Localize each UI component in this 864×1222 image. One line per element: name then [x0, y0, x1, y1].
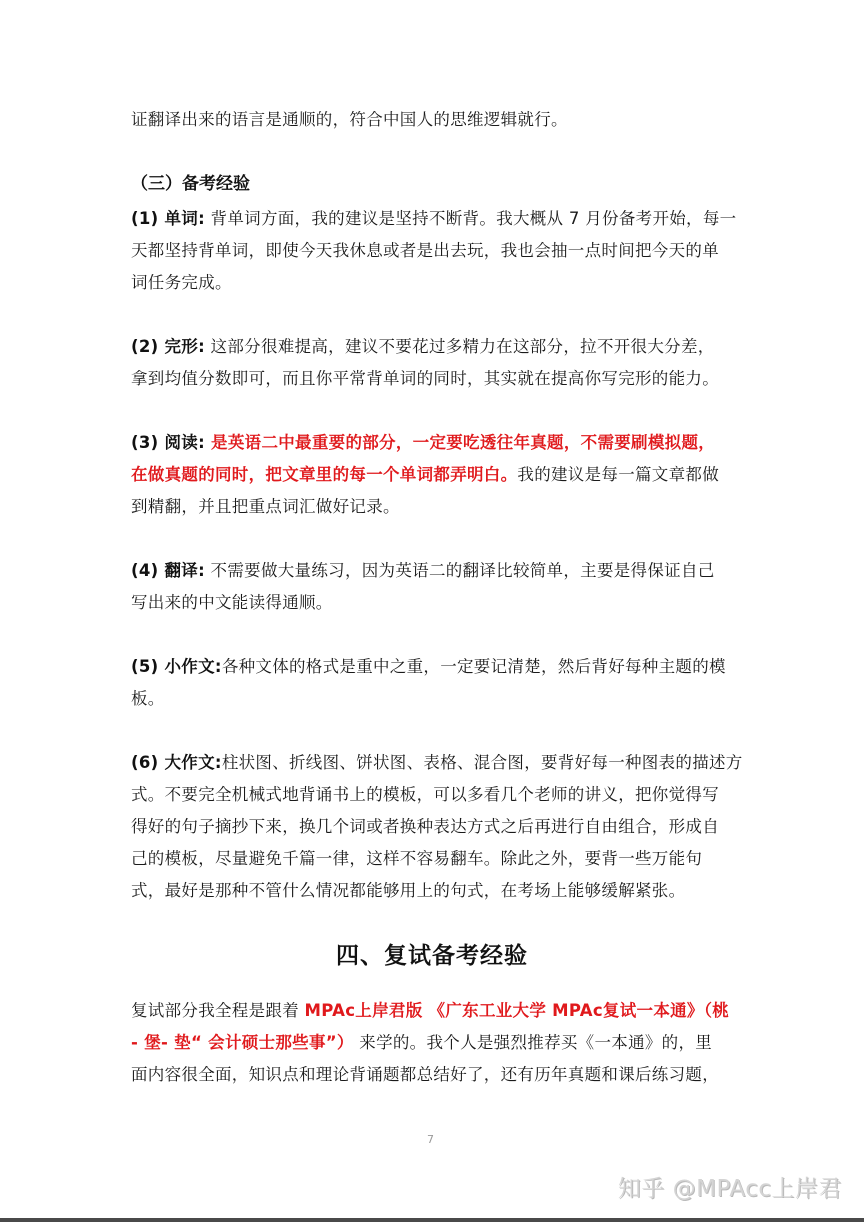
- item-cloze-label: (2) 完形:: [131, 337, 206, 356]
- item-translation-line-1: (4) 翻译: 不需要做大量练习，因为英语二的翻译比较简单，主要是得保证自己: [131, 561, 715, 580]
- section-four-line-2: - 堡- 垫“ 会计硕士那些事”） 来学的。我个人是强烈推荐买《一本通》的，里: [131, 1033, 713, 1052]
- item-translation-label: (4) 翻译:: [131, 561, 206, 580]
- item-cloze-line-2: 拿到均值分数即可，而且你平常背单词的同时，其实就在提高你写完形的能力。: [131, 369, 719, 388]
- item-vocabulary-line-2: 天都坚持背单词，即使今天我休息或者是出去玩，我也会抽一点时间把今天的单: [131, 241, 719, 260]
- section-three-heading: （三）备考经验: [131, 174, 250, 194]
- item-long-essay-line-2: 式。不要完全机械式地背诵书上的模板，可以多看几个老师的讲义，把你觉得写: [131, 785, 719, 804]
- item-long-essay-line-3: 得好的句子摘抄下来，换几个词或者换种表达方式之后再进行自由组合，形成自: [131, 817, 719, 836]
- book-source-highlight: - 堡- 垫“ 会计硕士那些事”）: [131, 1033, 354, 1052]
- reading-highlight-cont: 在做真题的同时，把文章里的每一个单词都弄明白。: [131, 465, 518, 484]
- section-four-heading: 四、复试备考经验: [336, 943, 528, 969]
- item-long-essay-line-4: 己的模板，尽量避免千篇一律，这样不容易翻车。除此之外，要背一些万能句: [131, 849, 703, 868]
- item-cloze-line-1: (2) 完形: 这部分很难提高，建议不要花过多精力在这部分，拉不开很大分差，: [131, 337, 715, 356]
- item-vocabulary-line-1: (1) 单词: 背单词方面，我的建议是坚持不断背。我大概从 7 月份备考开始，每一: [131, 209, 737, 228]
- bottom-border: [0, 1218, 864, 1222]
- book-title-highlight: MPAc上岸君版 《广东工业大学 MPAc复试一本通》（桃: [304, 1001, 730, 1020]
- item-vocabulary-line-3: 词任务完成。: [131, 273, 232, 292]
- zhihu-watermark: 知乎 @MPAcc上岸君: [617, 1176, 842, 1202]
- item-reading-line-1: [131, 427, 737, 459]
- section-four-line-1: 复试部分我全程是跟着 MPAc上岸君版 《广东工业大学 MPAc复试一本通》（桃: [131, 1001, 730, 1020]
- item-long-essay-label: (6) 大作文:: [131, 753, 222, 772]
- item-long-essay-line-1: (6) 大作文:柱状图、折线图、饼状图、表格、混合图，要背好每一种图表的描述方: [131, 753, 743, 772]
- item-vocabulary-label: (1) 单词:: [131, 209, 206, 228]
- item-reading-label: (3) 阅读:: [131, 433, 206, 452]
- item-short-essay-line-2: 板。: [131, 689, 165, 708]
- item-short-essay-label: (5) 小作文:: [131, 657, 222, 676]
- item-short-essay-line-1: (5) 小作文:各种文体的格式是重中之重，一定要记清楚，然后背好每种主题的模: [131, 657, 726, 676]
- item-reading-line-2: 在做真题的同时，把文章里的每一个单词都弄明白。我的建议是每一篇文章都做: [131, 465, 720, 484]
- item-long-essay-line-5: 式，最好是那种不管什么情况都能够用上的句式，在考场上能够缓解紧张。: [131, 881, 686, 900]
- reading-highlight: 是英语二中最重要的部分，一定要吃透往年真题，不需要刷模拟题，: [205, 433, 716, 452]
- page-number: 7: [427, 1133, 434, 1146]
- item-translation-line-2: 写出来的中文能读得通顺。: [131, 593, 333, 612]
- section-four-line-3: 面内容很全面，知识点和理论背诵题都总结好了，还有历年真题和课后练习题，: [131, 1065, 719, 1084]
- intro-line: 证翻译出来的语言是通顺的，符合中国人的思维逻辑就行。: [131, 110, 568, 129]
- item-reading-line-3: 到精翻，并且把重点词汇做好记录。: [131, 497, 400, 516]
